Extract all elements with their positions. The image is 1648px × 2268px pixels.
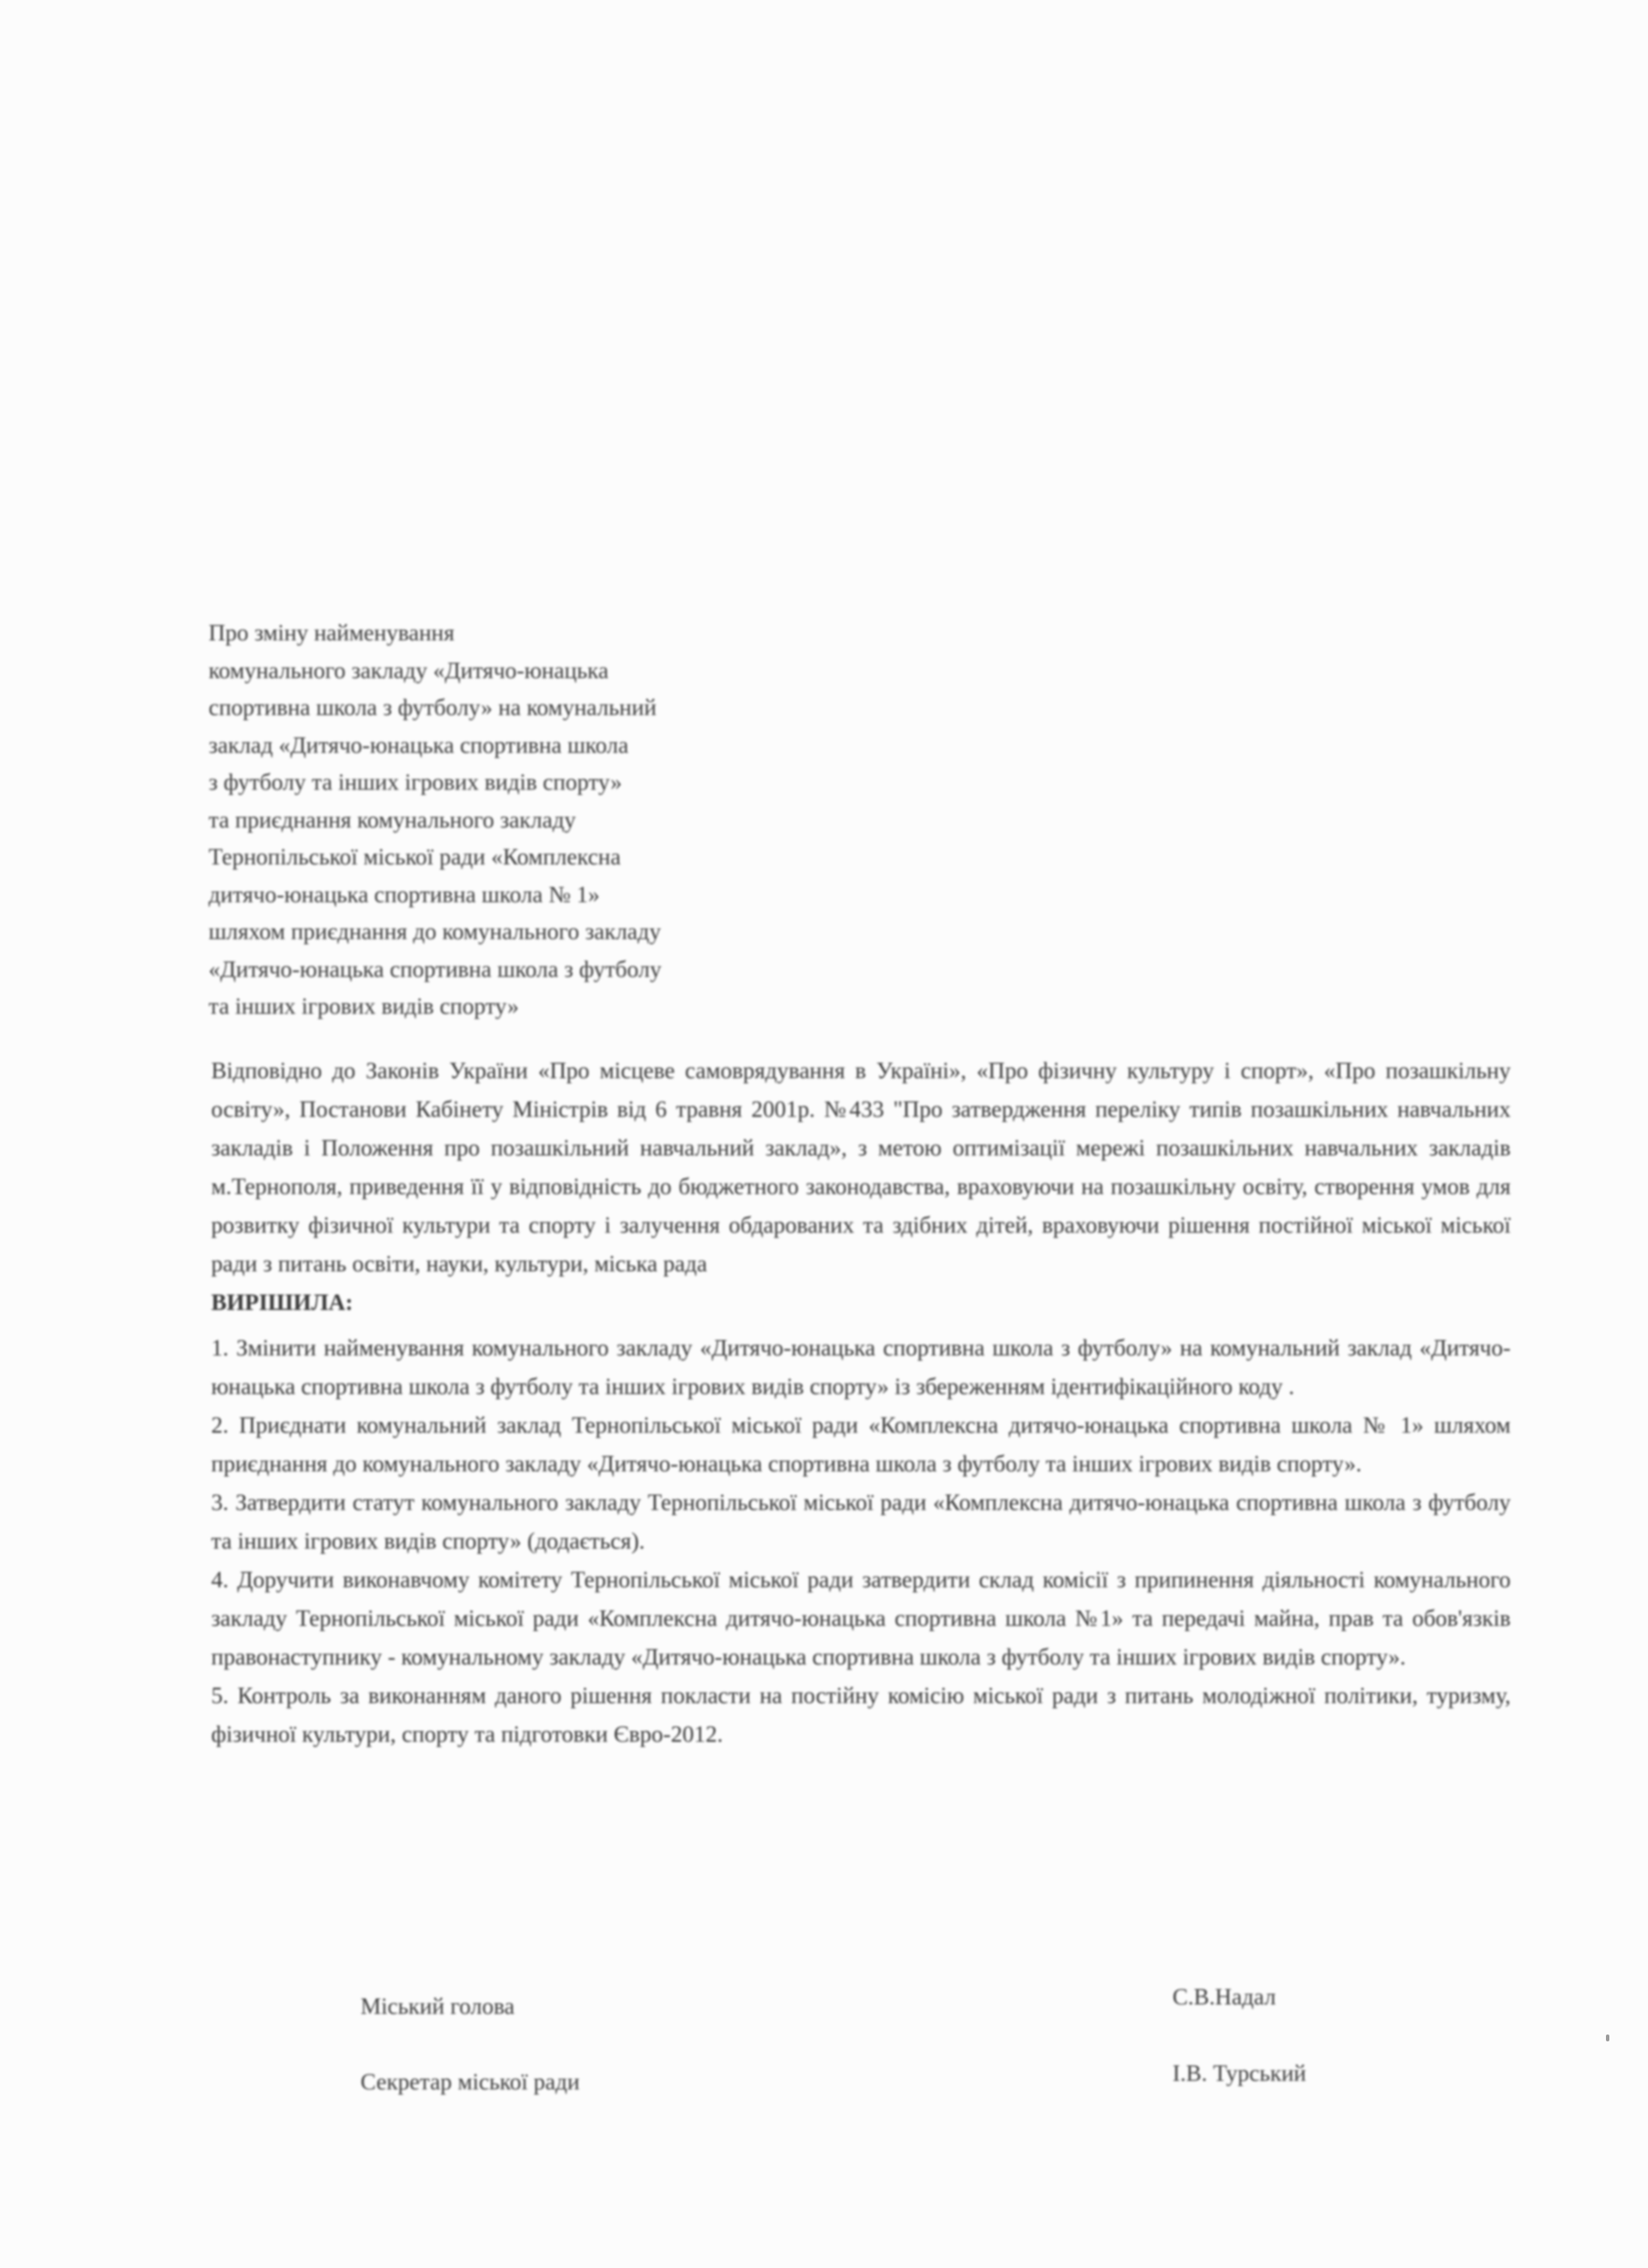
title-line: заклад «Дитячо-юнацька спортивна школа [209, 731, 629, 758]
title-line: Тернопільської міської ради «Комплексна [209, 844, 621, 870]
decision-item: 2. Приєднати комунальний заклад Тернопільської міської ради «Комплексна дитячо-юнацька спортивна школа № 1» шляхом приєднання до комунального закладу «Дитячо-юнацька спортивна школа з футболу та інших ігрових видів спорту». [211, 1412, 1511, 1477]
preamble-paragraph: Відповідно до Законів України «Про місцеве самоврядування в Україні», «Про фізичну культуру і спорт», «Про позашкільну освіту», Постанови Кабінету Міністрів від 6 травня 2001р. №433 "Про затвердження переліку типів позашкільних навчальних закладів і Положення про позашкільний навчальний заклад», з метою оптимізації мережі позашкільних навчальних закладів м.Тернополя, приведення її у відповідність до бюджетного законодавства, враховуючи на позашкільну освіту, створення умов для розвитку фізичної культури та спорту і залучення обдарованих та здібних дітей, враховуючи рішення постійної міської міської ради з питань освіти, науки, культури, міська рада [211, 1058, 1511, 1277]
title-line: та інших ігрових видів спорту» [209, 993, 519, 1019]
scan-speck [1606, 2035, 1609, 2041]
mayor-name: С.В.Надал [1172, 1984, 1276, 2010]
decision-body [211, 1052, 1511, 1754]
decision-item: 4. Доручити виконавчому комітету Тернопільської міської ради затвердити склад комісії з припинення діяльності комунального закладу Тернопільської міської ради «Комплексна дитячо-юнацька спортивна школа №1» та передачі майна, прав та обов'язків правонаступнику - комунальному закладу «Дитячо-юнацька спортивна школа з футболу та інших ігрових видів спорту». [211, 1567, 1511, 1670]
title-line: шляхом приєднання до комунального закладу [209, 919, 662, 944]
title-line: та приєднання комунального закладу [209, 806, 576, 833]
title-line: «Дитячо-юнацька спортивна школа з футболу [209, 955, 662, 982]
decision-item: 1. Змінити найменування комунального закладу «Дитячо-юнацька спортивна школа з футболу» на комунальний заклад «Дитячо-юнацька спортивна школа з футболу та інших ігрових видів спорту» із збереженням ідентифікаційного коду . [211, 1335, 1511, 1399]
title-line: комунального закладу «Дитячо-юнацька [209, 657, 609, 683]
mayor-title: Міський голова [360, 1993, 515, 2019]
decision-label: ВИРІШИЛА: [211, 1289, 354, 1315]
decision-title [209, 615, 861, 1026]
secretary-title: Секретар міської ради [360, 2069, 580, 2095]
secretary-name: І.В. Турський [1172, 2060, 1306, 2086]
decision-items [211, 1329, 1511, 1754]
decision-item: 3. Затвердити статут комунального закладу Тернопільської міської ради «Комплексна дитячо-юнацька спортивна школа з футболу та інших ігрових видів спорту» (додається). [211, 1489, 1511, 1554]
title-line: Про зміну найменування [209, 620, 455, 646]
title-line: з футболу та інших ігрових видів спорту» [209, 769, 622, 795]
title-line: спортивна школа з футболу» на комунальний [209, 694, 657, 720]
title-line: дитячо-юнацька спортивна школа № 1» [209, 881, 600, 907]
decision-item: 5. Контроль за виконанням даного рішення покласти на постійну комісію міської ради з питань молодіжної політики, туризму, фізичної культури, спорту та підготовки Євро-2012. [211, 1683, 1511, 1747]
